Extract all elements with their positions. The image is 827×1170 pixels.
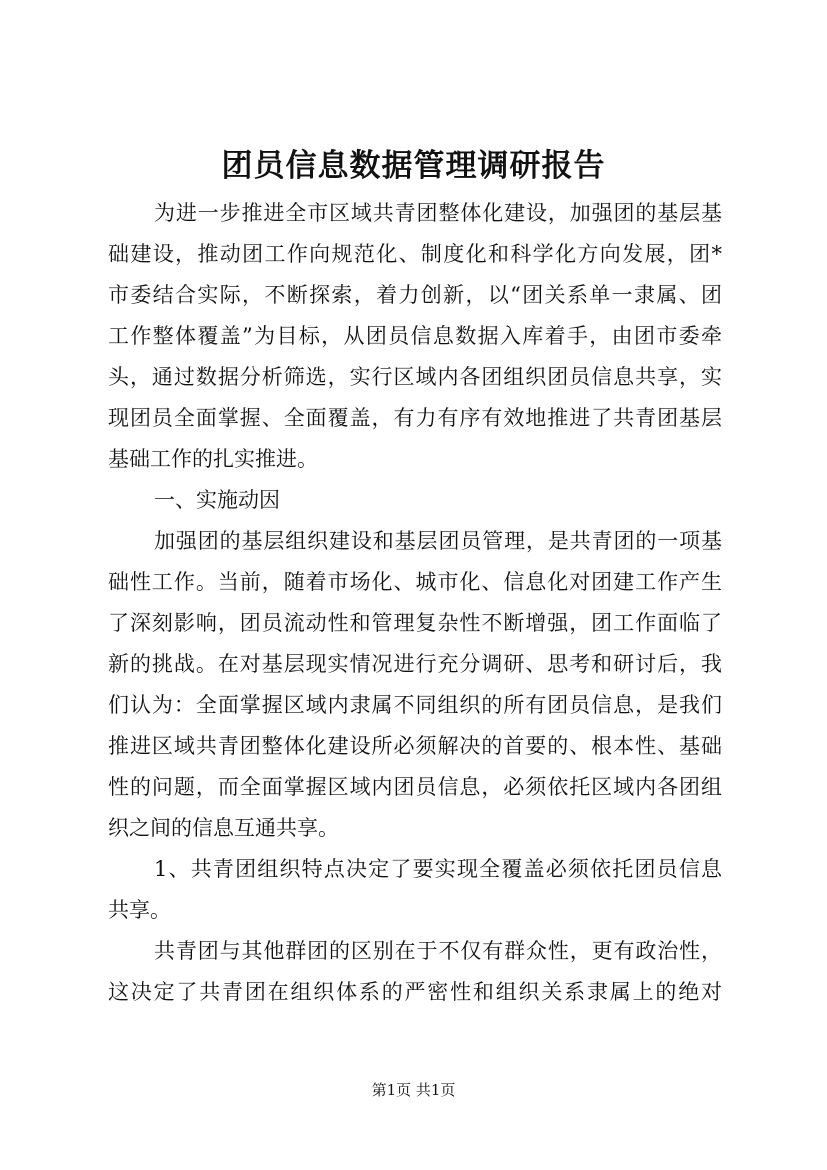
text-line: 共青团与其他群团的区别在于不仅有群众性，更有政治性， xyxy=(154,939,722,963)
text-line: 础建设，推动团工作向规范化、制度化和科学化方向发展，团* xyxy=(108,242,722,266)
text-line: 们认为：全面掌握区域内隶属不同组织的所有团员信息，是我们 xyxy=(108,693,722,717)
text-line: 现团员全面掌握、全面覆盖，有力有序有效地推进了共青团基层 xyxy=(108,406,722,430)
page-number-footer: 第1页 共1页 xyxy=(371,1081,456,1099)
text-line: 工作整体覆盖”为目标，从团员信息数据入库着手，由团市委牵 xyxy=(108,324,722,348)
text-line: 共享。 xyxy=(108,898,171,922)
text-line: 这决定了共青团在组织体系的严密性和组织关系隶属上的绝对 xyxy=(108,980,722,1004)
text-line: 基础工作的扎实推进。 xyxy=(108,447,318,471)
document-body xyxy=(108,193,722,1013)
text-line: 为进一步推进全市区域共青团整体化建设，加强团的基层基 xyxy=(154,201,722,225)
text-line: 加强团的基层组织建设和基层团员管理，是共青团的一项基 xyxy=(154,529,722,553)
text-line: 新的挑战。在对基层现实情况进行充分调研、思考和研讨后，我 xyxy=(108,652,722,676)
subsection-heading: 1、共青团组织特点决定了要实现全覆盖必须依托团员信息 xyxy=(154,857,722,881)
text-line: 性的问题，而全面掌握区域内团员信息，必须依托区域内各团组 xyxy=(108,775,722,799)
text-line: 织之间的信息互通共享。 xyxy=(108,816,339,840)
text-line: 了深刻影响，团员流动性和管理复杂性不断增强，团工作面临了 xyxy=(108,611,722,635)
document-title: 团员信息数据管理调研报告 xyxy=(221,148,606,184)
section-heading: 一、实施动因 xyxy=(154,488,280,512)
text-line: 础性工作。当前，随着市场化、城市化、信息化对团建工作产生 xyxy=(108,570,722,594)
text-line: 头，通过数据分析筛选，实行区域内各团组织团员信息共享，实 xyxy=(108,365,722,389)
text-line: 市委结合实际，不断探索，着力创新，以“团关系单一隶属、团 xyxy=(108,283,722,307)
text-line: 推进区域共青团整体化建设所必须解决的首要的、根本性、基础 xyxy=(108,734,722,758)
